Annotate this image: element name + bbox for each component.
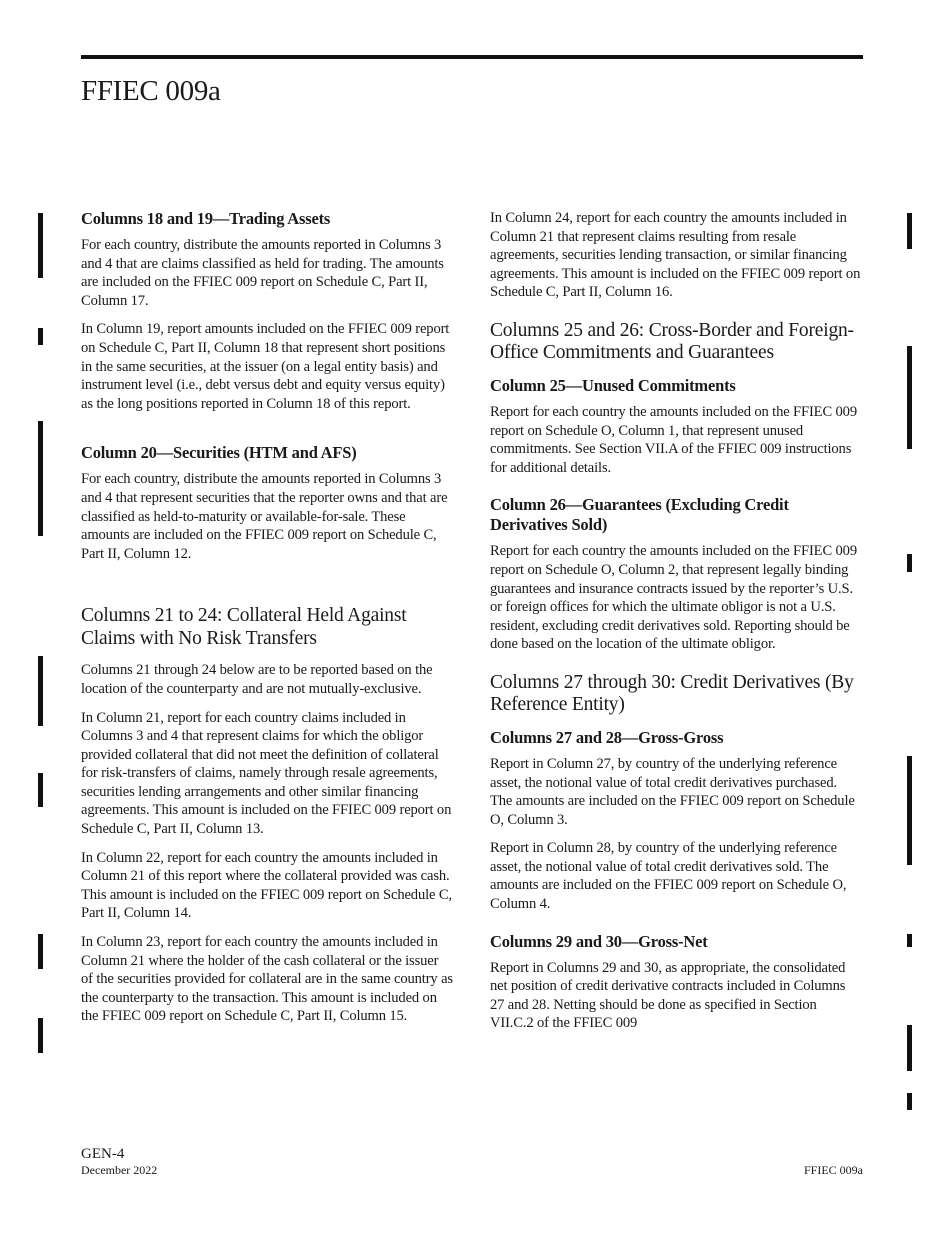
paragraph: Report for each country the amounts included on the FFIEC 009 report on Schedule O, Column 2, that represent legally binding guarantees and insurance contracts issued by the reporter’s U.S. or foreign offices for which the ultimate obligor is not a U.S. resident, excluding credit derivatives sold. Reporting should be done based on the location of the ultimate obligor. — [490, 543, 857, 653]
paragraph: In Column 22, report for each country the amounts included in Column 21 of this report where the collateral provided was cash. This amount is included on the FFIEC 009 report on Schedule C, Part II, Column 14. — [81, 849, 452, 922]
major-heading: Columns 27 through 30: Credit Derivatives (By Reference Entity) — [490, 671, 854, 716]
section-heading: Columns 18 and 19—Trading Assets — [81, 209, 331, 228]
paragraph: Columns 21 through 24 below are to be reported based on the location of the counterparty and are not mutually-exclusive. — [81, 662, 433, 697]
left-column — [81, 209, 453, 1036]
paragraph: Report in Columns 29 and 30, as appropriate, the consolidated net position of credit derivative contracts included in Columns 27 and 28. Netting should be done as specified in Section VII.C.2 of the FFIEC 009 — [490, 959, 846, 1032]
paragraph: In Column 21, report for each country claims included in Columns 3 and 4 that represent claims for which the obligor provided collateral that did not meet the definition of collateral for risk-transfers of claims, namely through resale agreements, securities lending arrangements and other similar financing agreements. This amount is included on the FFIEC 009 report on Schedule C, Part II, Column 13. — [81, 709, 452, 838]
paragraph: For each country, distribute the amounts reported in Columns 3 and 4 that represent securities that the reporter owns and that are classified as held-to-maturity or available-for-sale. These amounts are included on the FFIEC 009 report on Schedule C, Part II, Column 12. — [81, 471, 448, 562]
right-column — [490, 209, 862, 1043]
change-bar — [907, 934, 912, 947]
footer-date: December 2022 — [81, 1163, 158, 1177]
section-heading: Column 25—Unused Commitments — [490, 375, 736, 395]
section-heading: Column 20—Securities (HTM and AFS) — [81, 443, 357, 463]
paragraph: Report in Column 27, by country of the underlying reference asset, the notional value of total credit derivatives purchased. The amounts are included on the FFIEC 009 report on Schedule O, Column 3. — [490, 755, 855, 828]
change-bar — [907, 1025, 912, 1071]
change-bar — [38, 656, 43, 726]
change-bar — [907, 554, 912, 572]
major-heading: Columns 25 and 26: Cross-Border and Foreign-Office Commitments and Guarantees — [490, 319, 854, 364]
section-heading: Columns 27 and 28—Gross-Gross — [490, 727, 724, 747]
section-heading: Column 26—Guarantees (Excluding Credit Derivatives Sold) — [490, 495, 789, 535]
major-heading: Columns 21 to 24: Collateral Held Against Claims with No Risk Transfers — [81, 605, 407, 649]
paragraph: Report in Column 28, by country of the underlying reference asset, the notional value of total credit derivatives sold. The amounts are included on the FFIEC 009 report on Schedule O, Column 4. — [490, 840, 847, 913]
footer-form-name: FFIEC 009a — [803, 1163, 863, 1177]
paragraph: In Column 19, report amounts included on the FFIEC 009 report on Schedule C, Part II, Column 18 that represent short positions in the same securities, at the issuer (on a legal entity basis) and instrument level (i.e., debt versus debt and equity versus equity) as the long positions reported in Column 18 of this report. — [81, 321, 450, 412]
paragraph: Report for each country the amounts included on the FFIEC 009 report on Schedule O, Column 1, that represent unused commitments. See Section VII.A of the FFIEC 009 instructions for additional details. — [490, 403, 857, 476]
paragraph: In Column 24, report for each country the amounts included in Column 21 that represent claims resulting from resale agreements, securities lending transaction, or similar financing agreements. This amount is included on the FFIEC 009 report on Schedule C, Part II, Column 16. — [490, 210, 861, 301]
change-bar — [38, 1018, 43, 1053]
section-heading: Columns 29 and 30—Gross-Net — [490, 931, 708, 951]
paragraph: For each country, distribute the amounts reported in Columns 3 and 4 that are claims classified as held for trading. The amounts are included on the FFIEC 009 report on Schedule C, Part II, Column 17. — [81, 237, 444, 309]
change-bar — [38, 421, 43, 536]
change-bar — [38, 328, 43, 345]
document-title: FFIEC 009a — [81, 75, 221, 107]
footer-page-number: GEN-4 — [81, 1146, 125, 1162]
change-bar — [907, 756, 912, 865]
change-bar — [907, 213, 912, 249]
change-bar — [38, 773, 43, 807]
change-bar — [38, 934, 43, 969]
change-bar — [38, 213, 43, 278]
top-rule — [81, 55, 863, 59]
change-bar — [907, 346, 912, 449]
change-bar — [907, 1093, 912, 1110]
paragraph: In Column 23, report for each country the amounts included in Column 21 where the holder of the cash collateral or the issuer of the securities provided for collateral are in the same country as the counterparty to the transaction. This amount is included on the FFIEC 009 report on Schedule C, Part II, Column 15. — [81, 934, 453, 1025]
